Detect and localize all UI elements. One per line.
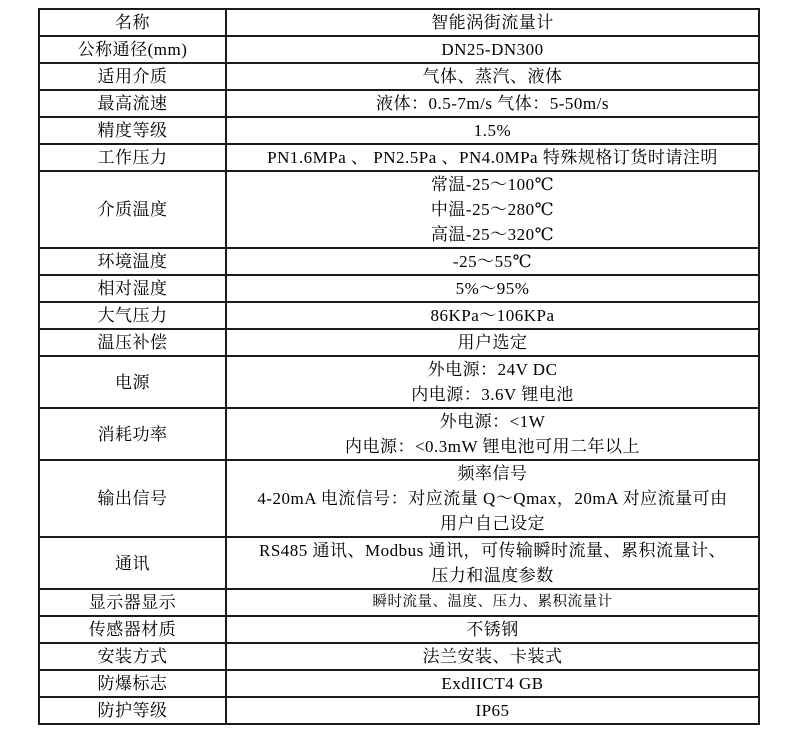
spec-value-cell bbox=[226, 9, 759, 36]
spec-label-cell: 工作压力 bbox=[39, 144, 226, 171]
spec-value-line: 内电源：3.6V 锂电池 bbox=[411, 385, 574, 404]
spec-label-cell: 输出信号 bbox=[39, 460, 226, 537]
spec-label-cell: 公称通径(mm) bbox=[39, 36, 226, 63]
spec-value-cell bbox=[226, 408, 759, 460]
spec-label-cell: 安装方式 bbox=[39, 643, 226, 670]
spec-label-cell: 防爆标志 bbox=[39, 670, 226, 697]
spec-value-line: 用户自己设定 bbox=[440, 514, 545, 533]
spec-table bbox=[38, 8, 760, 725]
spec-value-cell bbox=[226, 36, 759, 63]
spec-value-cell bbox=[226, 460, 759, 537]
table-row bbox=[39, 408, 759, 460]
spec-value-line: 用户选定 bbox=[457, 333, 528, 352]
table-row bbox=[39, 302, 759, 329]
table-row bbox=[39, 589, 759, 616]
spec-table-body bbox=[39, 9, 759, 724]
spec-value-line: 液体：0.5-7m/s 气体：5-50m/s bbox=[376, 94, 609, 113]
spec-value-cell bbox=[226, 670, 759, 697]
table-row bbox=[39, 171, 759, 248]
spec-value-cell bbox=[226, 356, 759, 408]
table-row bbox=[39, 537, 759, 589]
spec-value-line: 5%～95% bbox=[455, 279, 530, 298]
spec-label-cell: 名称 bbox=[39, 9, 226, 36]
table-row bbox=[39, 275, 759, 302]
spec-value-cell bbox=[226, 144, 759, 171]
spec-value-line: 频率信号 bbox=[457, 464, 528, 483]
spec-value-cell bbox=[226, 275, 759, 302]
spec-value-line: 外电源：<1W bbox=[439, 412, 546, 431]
spec-label-cell: 相对湿度 bbox=[39, 275, 226, 302]
spec-value-line: RS485 通讯、Modbus 通讯，可传输瞬时流量、累积流量计、 bbox=[258, 541, 727, 560]
spec-value-line: 法兰安装、卡装式 bbox=[422, 647, 563, 666]
spec-value-line: 高温-25～320℃ bbox=[430, 225, 555, 244]
spec-value-cell bbox=[226, 248, 759, 275]
table-row bbox=[39, 643, 759, 670]
spec-value-line: 瞬时流量、温度、压力、累积流量计 bbox=[372, 594, 613, 610]
spec-value-line: PN1.6MPa 、 PN2.5Pa 、PN4.0MPa 特殊规格订货时请注明 bbox=[267, 148, 718, 167]
spec-label-cell: 最高流速 bbox=[39, 90, 226, 117]
spec-value-line: 压力和温度参数 bbox=[431, 566, 554, 585]
table-row bbox=[39, 329, 759, 356]
spec-label-cell: 大气压力 bbox=[39, 302, 226, 329]
spec-value-line: 智能涡街流量计 bbox=[431, 13, 554, 32]
table-row bbox=[39, 9, 759, 36]
spec-value-line: 不锈钢 bbox=[466, 620, 519, 639]
spec-label-cell: 传感器材质 bbox=[39, 616, 226, 643]
table-row bbox=[39, 356, 759, 408]
spec-value-line: DN25-DN300 bbox=[441, 40, 544, 59]
spec-value-line: 常温-25～100℃ bbox=[430, 175, 555, 194]
spec-value-line: 中温-25～280℃ bbox=[430, 200, 555, 219]
table-row bbox=[39, 90, 759, 117]
spec-value-line: 4-20mA 电流信号：对应流量 Q～Qmax，20mA 对应流量可由 bbox=[257, 489, 728, 508]
spec-value-cell bbox=[226, 63, 759, 90]
spec-value-line: 内电源：<0.3mW 锂电池可用二年以上 bbox=[344, 437, 641, 456]
table-row bbox=[39, 36, 759, 63]
spec-value-cell bbox=[226, 589, 759, 616]
spec-value-cell bbox=[226, 171, 759, 248]
spec-label-cell: 适用介质 bbox=[39, 63, 226, 90]
spec-value-cell bbox=[226, 697, 759, 724]
spec-label-cell: 通讯 bbox=[39, 537, 226, 589]
spec-value-cell bbox=[226, 643, 759, 670]
spec-value-line: ExdIICT4 GB bbox=[441, 674, 544, 693]
table-row bbox=[39, 616, 759, 643]
spec-label-cell: 显示器显示 bbox=[39, 589, 226, 616]
spec-value-cell bbox=[226, 537, 759, 589]
spec-label-cell: 防护等级 bbox=[39, 697, 226, 724]
table-row bbox=[39, 63, 759, 90]
spec-value-line: 外电源：24V DC bbox=[427, 360, 558, 379]
spec-value-cell bbox=[226, 302, 759, 329]
table-row bbox=[39, 460, 759, 537]
table-row bbox=[39, 144, 759, 171]
spec-label-cell: 温压补偿 bbox=[39, 329, 226, 356]
spec-value-line: 气体、蒸汽、液体 bbox=[422, 67, 563, 86]
spec-value-line: -25～55℃ bbox=[452, 252, 533, 271]
spec-label-cell: 精度等级 bbox=[39, 117, 226, 144]
spec-value-cell bbox=[226, 616, 759, 643]
spec-label-cell: 消耗功率 bbox=[39, 408, 226, 460]
spec-value-line: 86KPa～106KPa bbox=[430, 306, 555, 325]
spec-value-line: 1.5% bbox=[473, 121, 512, 140]
spec-value-cell bbox=[226, 90, 759, 117]
spec-value-cell bbox=[226, 329, 759, 356]
table-row bbox=[39, 248, 759, 275]
spec-label-cell: 环境温度 bbox=[39, 248, 226, 275]
spec-label-cell: 介质温度 bbox=[39, 171, 226, 248]
spec-value-cell bbox=[226, 117, 759, 144]
table-row bbox=[39, 697, 759, 724]
spec-label-cell: 电源 bbox=[39, 356, 226, 408]
spec-value-line: IP65 bbox=[475, 701, 510, 720]
table-row bbox=[39, 670, 759, 697]
table-row bbox=[39, 117, 759, 144]
spec-table-container bbox=[38, 8, 760, 725]
